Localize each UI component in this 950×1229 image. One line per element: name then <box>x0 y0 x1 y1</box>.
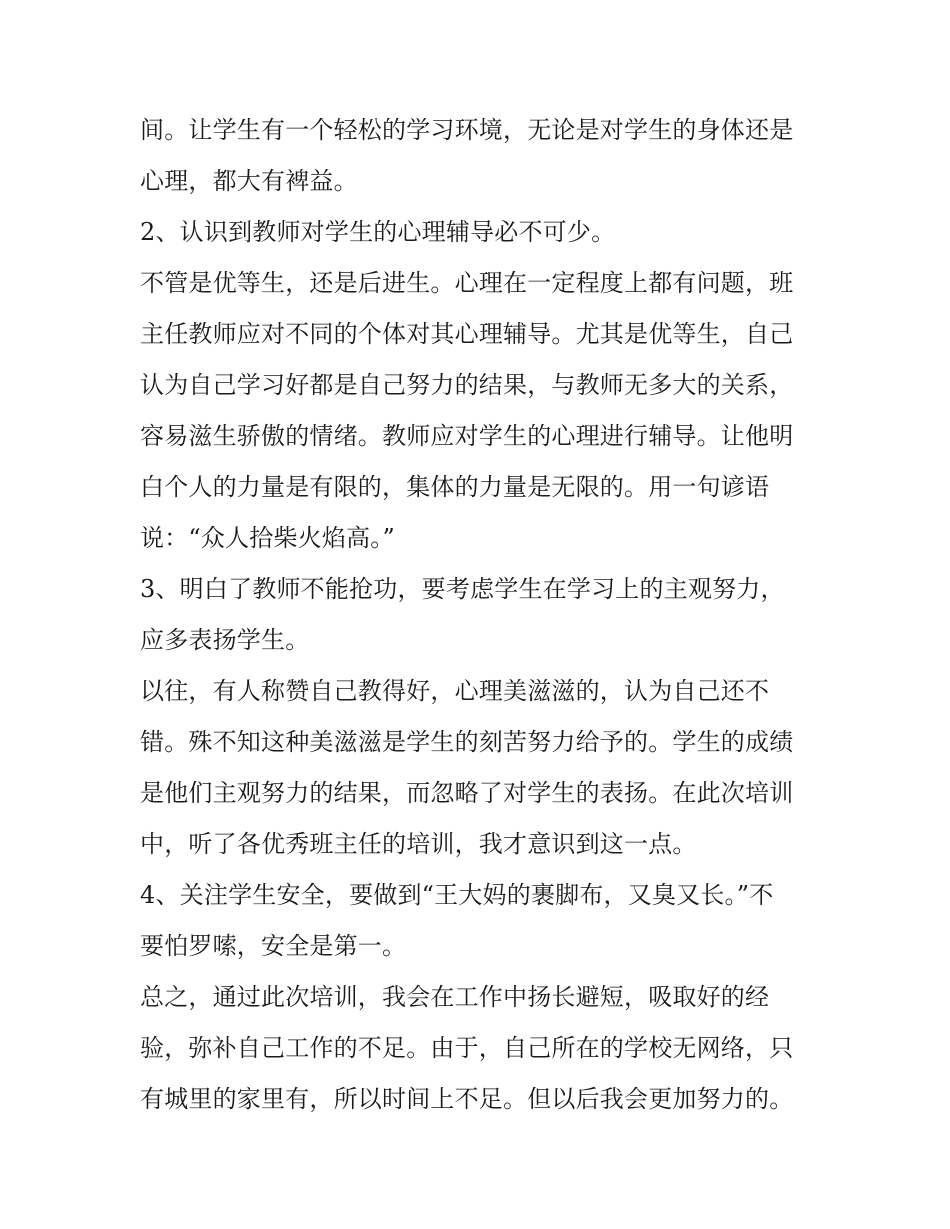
text-line: 不管是优等生，还是后进生。心理在一定程度上都有问题，班 <box>140 269 794 297</box>
text-line: 要怕罗嗦，安全是第一。 <box>140 932 407 960</box>
text-line: 认为自己学习好都是自己努力的结果，与教师无多大的关系， <box>140 371 794 399</box>
section-heading-3: 3、明白了教师不能抢功，要考虑学生在学习上的主观努力， <box>140 575 785 603</box>
text-line: 中，听了各优秀班主任的培训，我才意识到这一点。 <box>140 830 697 858</box>
text-line: 验，弥补自己工作的不足。由于，自己所在的学校无网络，只 <box>140 1034 794 1062</box>
text-line: 应多表扬学生。 <box>140 626 310 654</box>
text-line: 容易滋生骄傲的情绪。教师应对学生的心理进行辅导。让他明 <box>140 422 794 450</box>
text-line: 以往，有人称赞自己教得好，心理美滋滋的，认为自己还不 <box>140 677 770 705</box>
text-line: 间。让学生有一个轻松的学习环境，无论是对学生的身体还是 <box>140 116 794 144</box>
text-line: 有城里的家里有，所以时间上不足。但以后我会更加努力的。 <box>140 1085 794 1113</box>
text-line: 主任教师应对不同的个体对其心理辅导。尤其是优等生，自己 <box>140 320 794 348</box>
text-line: 白个人的力量是有限的，集体的力量是无限的。用一句谚语 <box>140 473 770 501</box>
section-heading-4: 4、关注学生安全，要做到“王大妈的裹脚布，又臭又长。”不 <box>140 881 774 909</box>
text-line: 是他们主观努力的结果，而忽略了对学生的表扬。在此次培训 <box>140 779 794 807</box>
text-line: 心理，都大有裨益。 <box>140 167 358 195</box>
document-body <box>140 105 830 1125</box>
text-line: 说：“众人拾柴火焰高。” <box>140 524 395 552</box>
section-heading-2: 2、认识到教师对学生的心理辅导必不可少。 <box>140 218 616 246</box>
text-line: 总之，通过此次培训，我会在工作中扬长避短，吸取好的经 <box>140 983 770 1011</box>
text-line: 错。殊不知这种美滋滋是学生的刻苦努力给予的。学生的成绩 <box>140 728 794 756</box>
